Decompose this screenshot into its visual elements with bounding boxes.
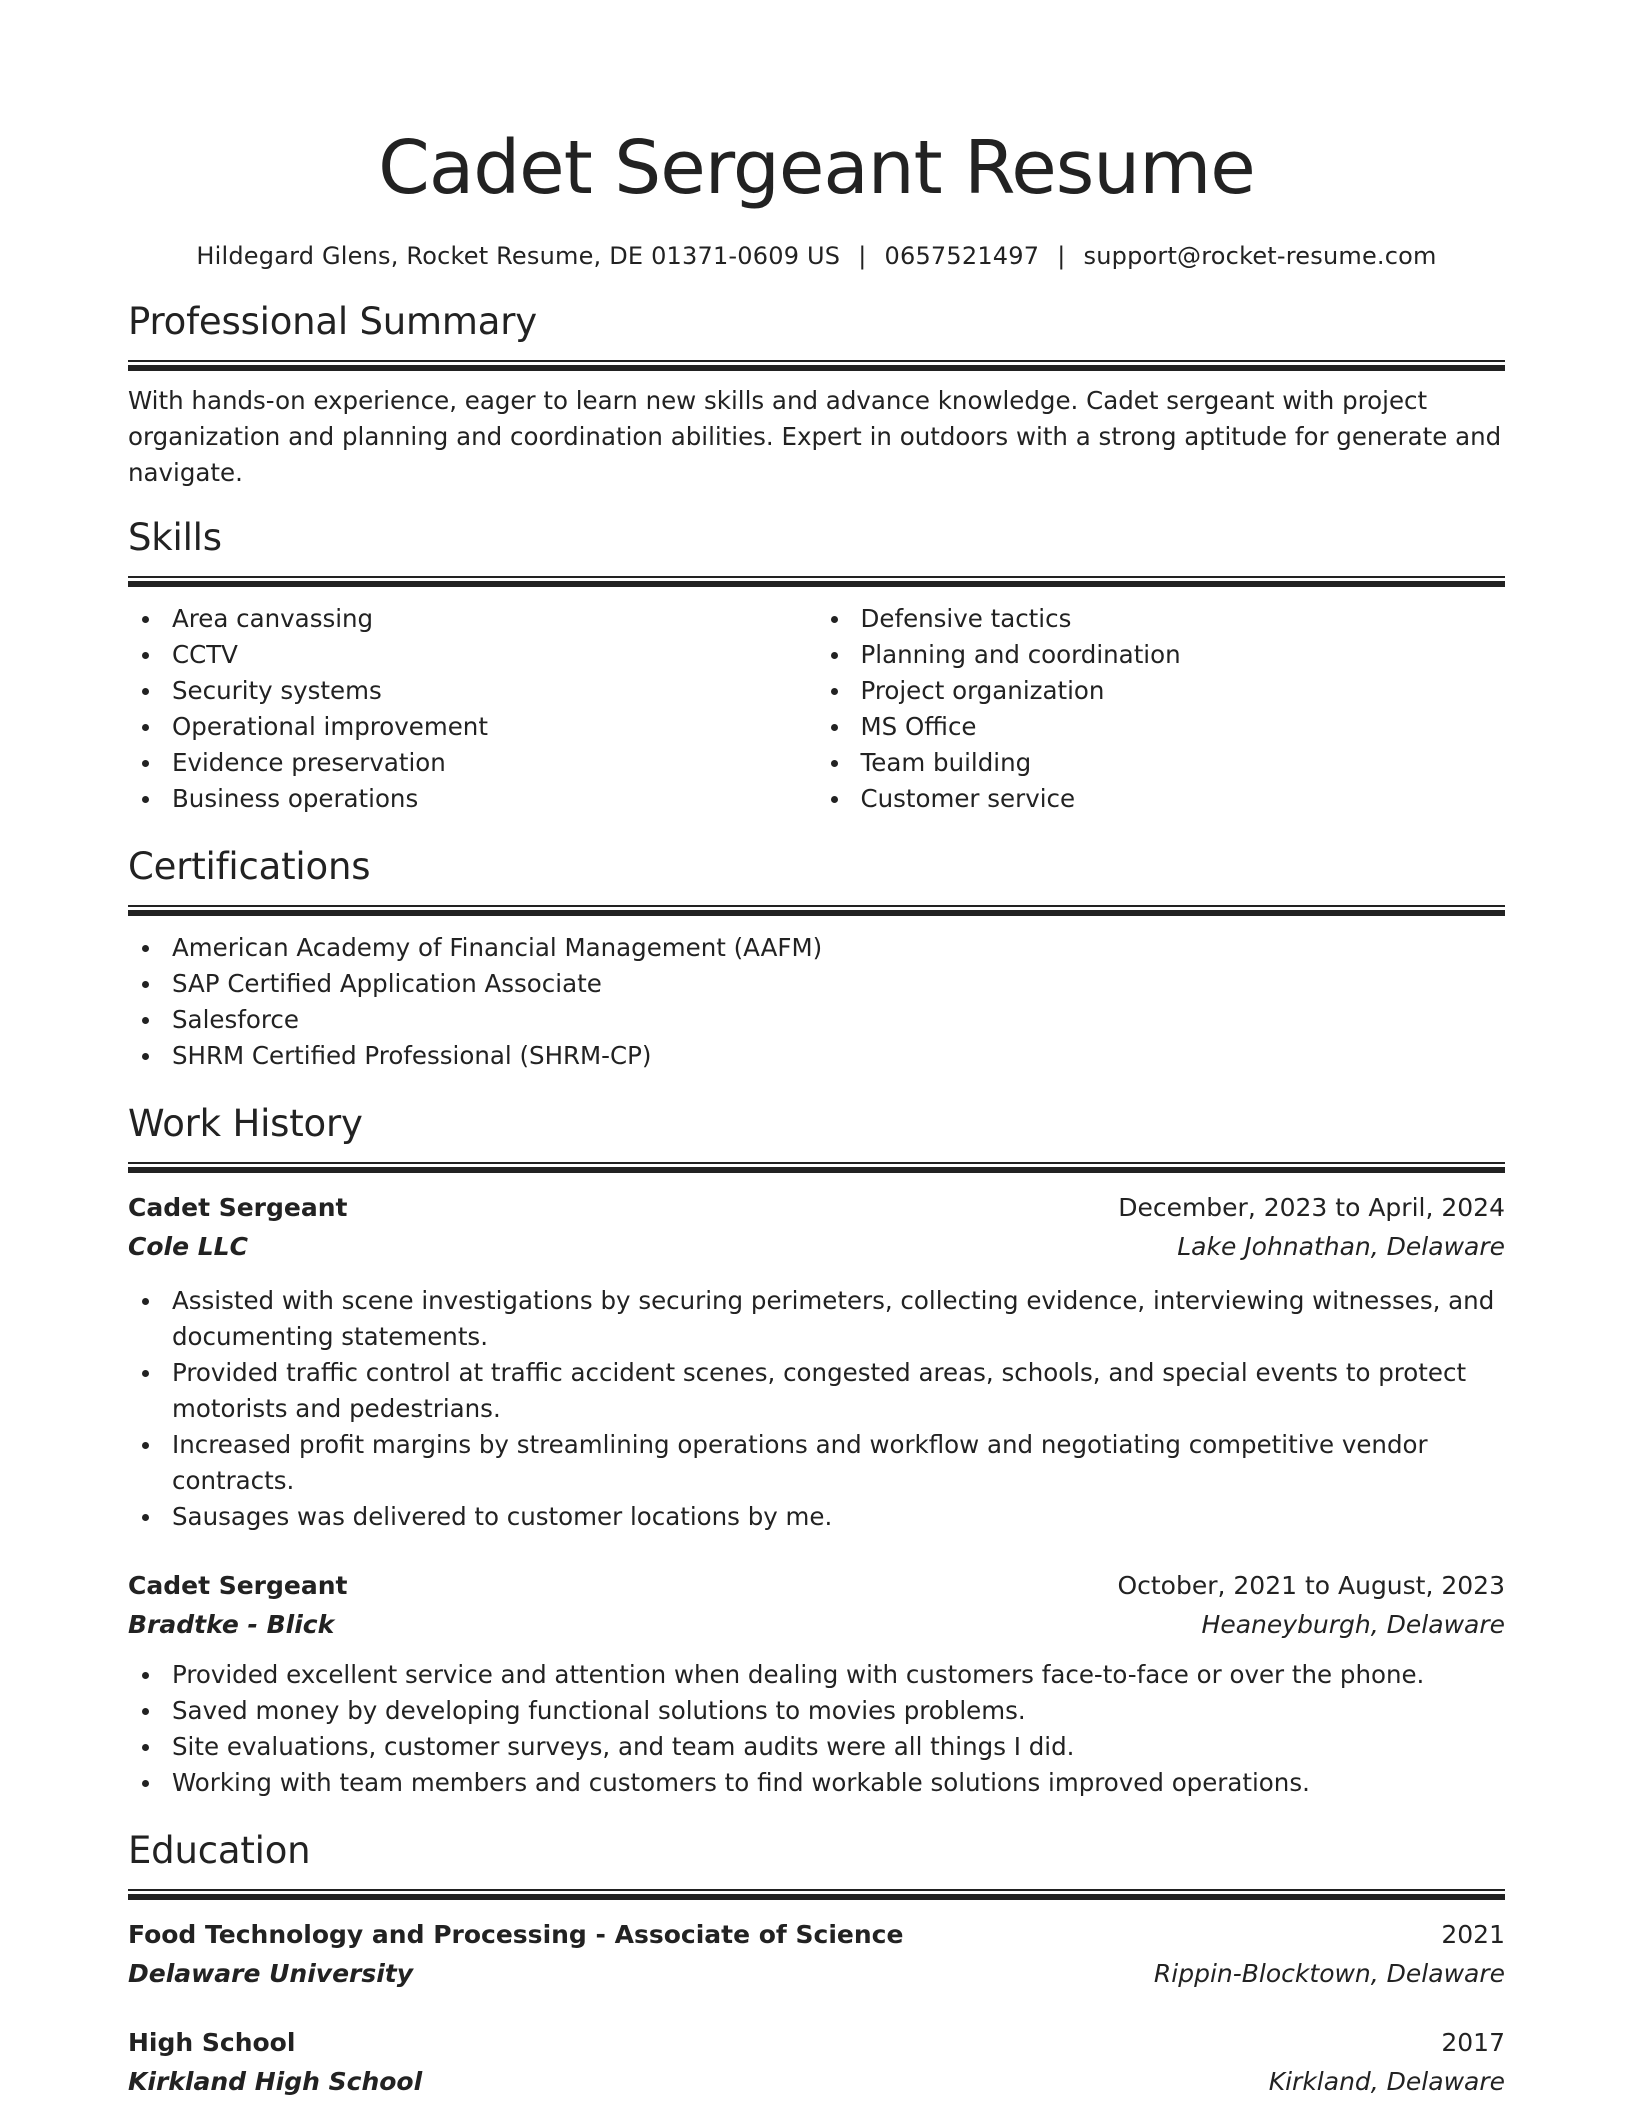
job-subheader bbox=[128, 1227, 1505, 1267]
job-duty: Site evaluations, customer surveys, and team audits were all things I did. bbox=[128, 1729, 1505, 1765]
section-divider bbox=[128, 905, 1505, 916]
certification-item: SHRM Certified Professional (SHRM-CP) bbox=[128, 1038, 1505, 1074]
skill-item: Operational improvement bbox=[128, 709, 817, 745]
education-location: Rippin-Blocktown, Delaware bbox=[1153, 1959, 1505, 1988]
education-header bbox=[128, 2024, 1505, 2062]
resume-title: Cadet Sergeant Resume bbox=[378, 125, 1255, 211]
skill-item: CCTV bbox=[128, 637, 817, 673]
job-title: Cadet Sergeant bbox=[128, 1193, 348, 1222]
skill-item: Area canvassing bbox=[128, 601, 817, 637]
skills-heading: Skills bbox=[128, 516, 222, 559]
section-divider bbox=[128, 1162, 1505, 1173]
summary-text: With hands-on experience, eager to learn new skills and advance knowledge. Cadet sergeant with project organization and planning and coordination abilities. Expert in outdoors with a strong aptitude for generate and navigate. bbox=[128, 386, 1502, 487]
job-entry bbox=[128, 1567, 1505, 1801]
certification-item: SAP Certified Application Associate bbox=[128, 966, 1505, 1002]
contact-line bbox=[128, 240, 1505, 272]
skills-grid bbox=[128, 601, 1505, 817]
skills-section bbox=[128, 514, 1505, 817]
summary-heading: Professional Summary bbox=[128, 300, 537, 343]
job-dates: December, 2023 to April, 2024 bbox=[1118, 1193, 1505, 1222]
job-duty: Working with team members and customers to find workable solutions improved operations. bbox=[128, 1765, 1505, 1801]
section-divider bbox=[128, 576, 1505, 587]
section-divider bbox=[128, 360, 1505, 371]
contact-separator: | bbox=[1057, 242, 1066, 270]
education-year: 2017 bbox=[1441, 2028, 1505, 2057]
work-heading: Work History bbox=[128, 1102, 363, 1145]
job-duties bbox=[128, 1283, 1505, 1535]
section-divider bbox=[128, 1889, 1505, 1900]
education-school: Kirkland High School bbox=[128, 2067, 423, 2096]
summary-section bbox=[128, 298, 1505, 491]
education-header bbox=[128, 1916, 1505, 1954]
job-location: Heaneyburgh, Delaware bbox=[1201, 1610, 1505, 1639]
contact-separator: | bbox=[858, 242, 867, 270]
job-header bbox=[128, 1189, 1505, 1227]
skill-item: Defensive tactics bbox=[817, 601, 1506, 637]
education-entry bbox=[128, 1916, 1505, 1994]
job-duty: Sausages was delivered to customer locations by me. bbox=[128, 1499, 1505, 1535]
skills-list-left bbox=[128, 601, 817, 817]
skill-item: MS Office bbox=[817, 709, 1506, 745]
job-title: Cadet Sergeant bbox=[128, 1571, 348, 1600]
certifications-heading: Certifications bbox=[128, 845, 371, 888]
education-degree: High School bbox=[128, 2028, 296, 2057]
job-duty: Increased profit margins by streamlining operations and workflow and negotiating competitive vendor contracts. bbox=[128, 1427, 1505, 1499]
contact-email[interactable]: support@rocket-resume.com bbox=[1083, 242, 1437, 270]
job-entry bbox=[128, 1189, 1505, 1535]
job-dates: October, 2021 to August, 2023 bbox=[1117, 1571, 1505, 1600]
education-school: Delaware University bbox=[128, 1959, 414, 1988]
skill-item: Security systems bbox=[128, 673, 817, 709]
skill-item: Business operations bbox=[128, 781, 817, 817]
job-duty: Assisted with scene investigations by securing perimeters, collecting evidence, interviewing witnesses, and documenting statements. bbox=[128, 1283, 1505, 1355]
education-subheader bbox=[128, 1954, 1505, 1994]
skill-item: Project organization bbox=[817, 673, 1506, 709]
job-company: Bradtke - Blick bbox=[128, 1610, 335, 1639]
job-subheader bbox=[128, 1605, 1505, 1645]
certification-item: American Academy of Financial Management (AAFM) bbox=[128, 930, 1505, 966]
job-duties bbox=[128, 1657, 1505, 1801]
skill-item: Team building bbox=[817, 745, 1506, 781]
contact-address: Hildegard Glens, Rocket Resume, DE 01371-0609 US bbox=[196, 242, 841, 270]
certification-item: Salesforce bbox=[128, 1002, 1505, 1038]
job-location: Lake Johnathan, Delaware bbox=[1177, 1232, 1505, 1261]
certifications-section bbox=[128, 843, 1505, 1074]
education-entry bbox=[128, 2024, 1505, 2102]
contact-phone: 0657521497 bbox=[884, 242, 1040, 270]
skills-list-right bbox=[817, 601, 1506, 817]
skill-item: Evidence preservation bbox=[128, 745, 817, 781]
education-subheader bbox=[128, 2062, 1505, 2102]
job-company: Cole LLC bbox=[128, 1232, 248, 1261]
education-heading: Education bbox=[128, 1829, 311, 1872]
job-duty: Saved money by developing functional solutions to movies problems. bbox=[128, 1693, 1505, 1729]
job-duty: Provided excellent service and attention when dealing with customers face-to-face or over the phone. bbox=[128, 1657, 1505, 1693]
resume-page bbox=[128, 0, 1505, 2102]
job-header bbox=[128, 1567, 1505, 1605]
education-degree: Food Technology and Processing - Associate of Science bbox=[128, 1920, 904, 1949]
skill-item: Customer service bbox=[817, 781, 1506, 817]
certifications-list bbox=[128, 930, 1505, 1074]
education-year: 2021 bbox=[1441, 1920, 1505, 1949]
job-duty: Provided traffic control at traffic accident scenes, congested areas, schools, and special events to protect motorists and pedestrians. bbox=[128, 1355, 1505, 1427]
work-section bbox=[128, 1100, 1505, 1801]
skill-item: Planning and coordination bbox=[817, 637, 1506, 673]
education-location: Kirkland, Delaware bbox=[1268, 2067, 1505, 2096]
education-section bbox=[128, 1827, 1505, 2102]
